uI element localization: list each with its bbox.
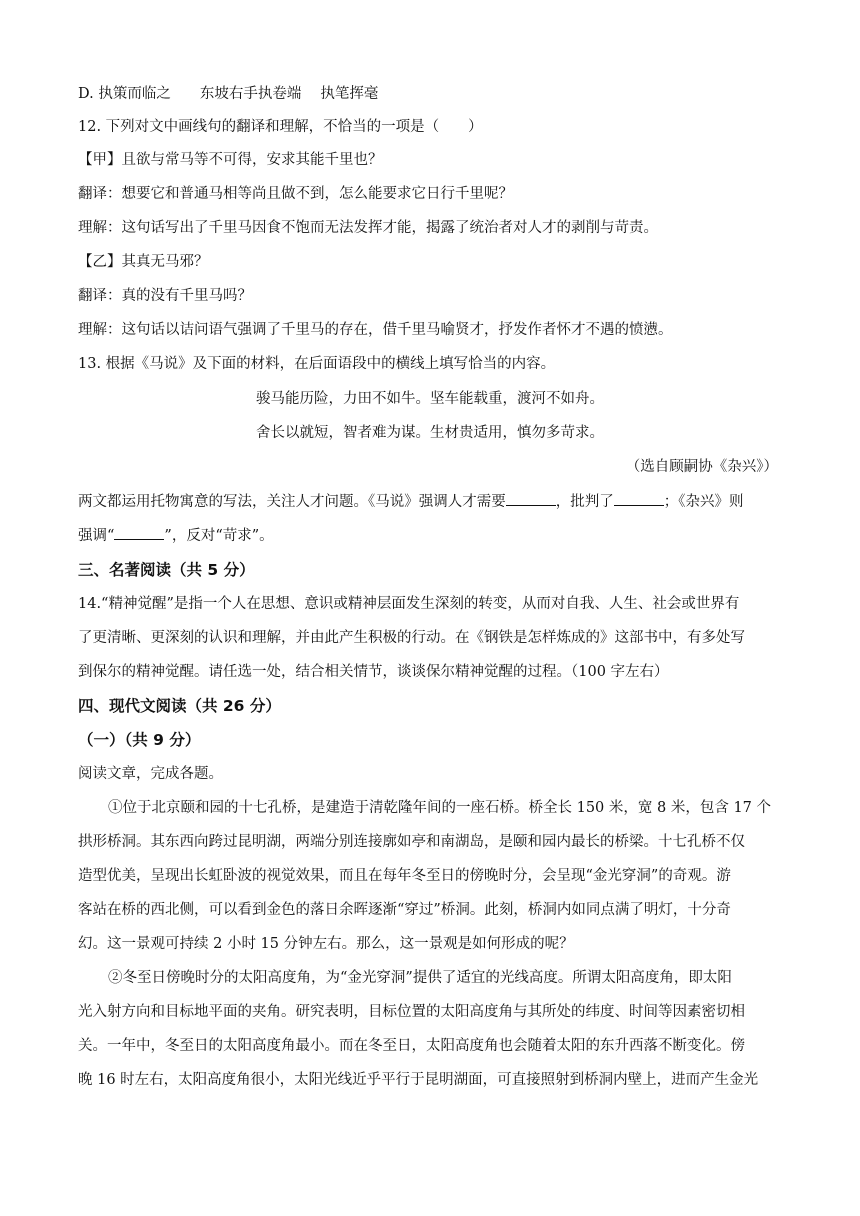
paragraph-1-line-5: 幻。这一景观可持续 2 小时 15 分钟左右。那么，这一景观是如何形成的呢？ — [78, 936, 574, 952]
paragraph-2-line-3: 关。一年中，冬至日的太阳高度角最小。而在冬至日，太阳高度角也会随着太阳的东升西落不断变化。傍 — [78, 1038, 745, 1054]
jia-understanding: 理解：这句话写出了千里马因食不饱而无法发挥才能，揭露了统治者对人才的剥削与苛责。 — [78, 220, 658, 236]
answer-blank-3[interactable] — [114, 525, 164, 540]
poem-line-2: 舍长以就短，智者难为谋。生材贵适用，慎勿多苛求。 — [256, 425, 604, 441]
quote-jia: 【甲】且欲与常马等不可得，安求其能千里也？ — [78, 152, 383, 168]
paragraph-1-line-2: 拱形桥洞。其东西向跨过昆明湖，两端分别连接廓如亭和南湖岛，是颐和园内最长的桥梁。十七孔桥不仅 — [78, 834, 745, 850]
question-13-passage-1 — [78, 491, 744, 512]
answer-blank-1[interactable] — [506, 491, 556, 506]
paragraph-1-line-4: 客站在桥的西北侧，可以看到金色的落日余晖逐渐“穿过”桥洞。此刻，桥洞内如同点满了明灯，十分奇 — [78, 902, 731, 918]
question-13: 13. 根据《马说》及下面的材料，在后面语段中的横线上填写恰当的内容。 — [78, 356, 556, 372]
question-13-passage-2 — [78, 525, 274, 546]
answer-blank-2[interactable] — [614, 491, 664, 506]
option-d-line: D. 执策而临之 东坡右手执卷端 执笔挥毫 — [78, 86, 379, 102]
poem-line-1: 骏马能历险，力田不如牛。坚车能载重，渡河不如舟。 — [256, 391, 604, 407]
q13-text-d1: 强调“ — [78, 528, 115, 544]
yi-translation: 翻译：真的没有千里马吗？ — [78, 288, 252, 304]
paragraph-1-line-3: 造型优美，呈现出长虹卧波的视觉效果，而且在每年冬至日的傍晚时分，会呈现“金光穿洞”的奇观。游 — [78, 868, 731, 884]
paragraph-2-line-4: 晚 16 时左右，太阳高度角很小，太阳光线近乎平行于昆明湖面，可直接照射到桥洞内壁上，进而产生金光 — [78, 1072, 759, 1088]
quote-yi: 【乙】其真无马邪？ — [78, 254, 209, 270]
q13-text-d2: ”，反对“苛求”。 — [164, 528, 274, 544]
q13-text-b: ，批判了 — [555, 494, 614, 510]
subsection-1-heading: （一）（共 9 分） — [78, 731, 201, 749]
paragraph-2-line-1: ②冬至日傍晚时分的太阳高度角，为“金光穿洞”提供了适宜的光线高度。所谓太阳高度角，即太阳 — [108, 970, 732, 986]
q13-text-c: ；《杂兴》则 — [663, 494, 744, 510]
question-14-line-2: 了更清晰、更深刻的认识和理解，并由此产生积极的行动。在《钢铁是怎样炼成的》这部书中，有多处写 — [78, 630, 745, 646]
paragraph-1-line-1: ①位于北京颐和园的十七孔桥，是建造于清乾隆年间的一座石桥。桥全长 150 米，宽 8 米，包含 17 个 — [108, 800, 772, 816]
poem-source: （选自顾嗣协《杂兴》） — [625, 459, 778, 475]
question-14-line-3: 到保尔的精神觉醒。请任选一处，结合相关情节，谈谈保尔精神觉醒的过程。（100 字左右） — [78, 664, 669, 680]
question-12: 12. 下列对文中画线句的翻译和理解，不恰当的一项是（ ） — [78, 119, 483, 135]
jia-translation: 翻译：想要它和普通马相等尚且做不到，怎么能要求它日行千里呢？ — [78, 186, 513, 202]
q13-text-a: 两文都运用托物寓意的写法，关注人才问题。《马说》强调人才需要 — [78, 494, 506, 510]
section-4-heading: 四、现代文阅读（共 26 分） — [78, 697, 281, 715]
question-14-line-1: 14.“精神觉醒”是指一个人在思想、意识或精神层面发生深刻的转变，从而对自我、人生、社会或世界有 — [78, 596, 740, 612]
yi-understanding: 理解：这句话以诘问语气强调了千里马的存在，借千里马喻贤才，抒发作者怀才不遇的愤懑。 — [78, 322, 673, 338]
paragraph-2-line-2: 光入射方向和目标地平面的夹角。研究表明，目标位置的太阳高度角与其所处的纬度、时间等因素密切相 — [78, 1004, 745, 1020]
section-3-heading: 三、名著阅读（共 5 分） — [78, 561, 255, 579]
reading-instruction: 阅读文章，完成各题。 — [78, 766, 223, 782]
